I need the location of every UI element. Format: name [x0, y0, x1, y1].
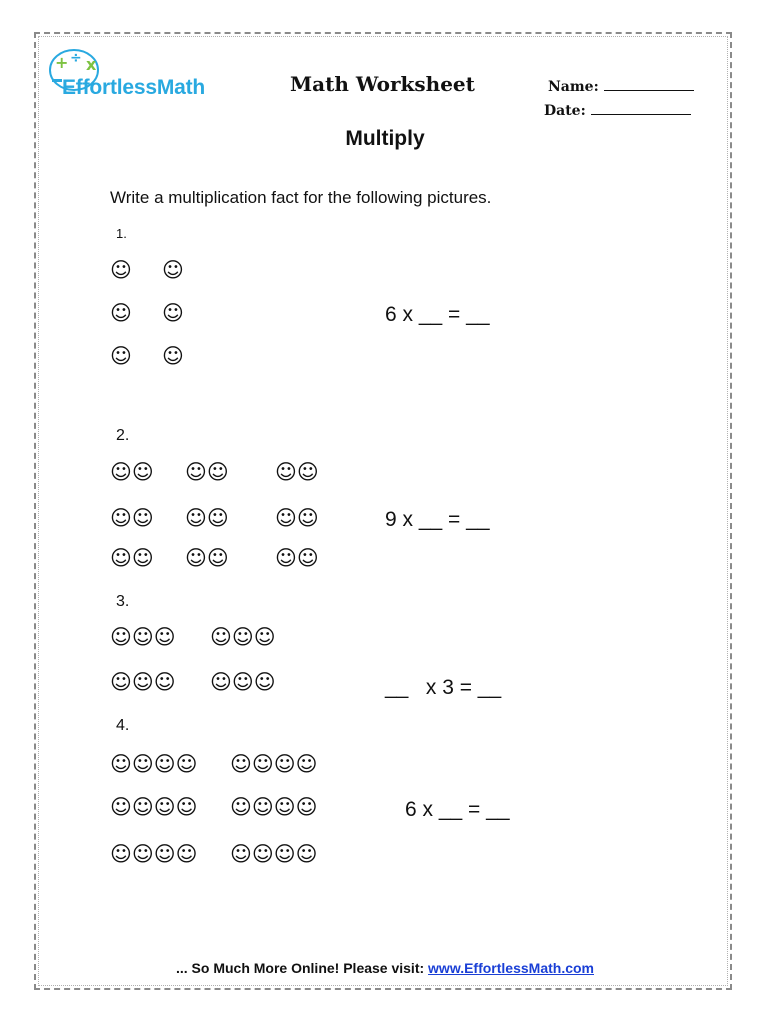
- effortlessmath-logo: [46, 46, 246, 108]
- times-symbol: x: [86, 55, 97, 74]
- question-2-row: [110, 508, 319, 529]
- footer: [0, 960, 770, 976]
- smiley-group: ☺: [110, 301, 132, 325]
- smiley-group: ☺☺☺☺: [230, 795, 318, 819]
- smiley-group: ☺: [110, 344, 132, 368]
- smiley-group: ☺: [110, 258, 132, 282]
- logo-text: EffortlessMath: [62, 76, 206, 99]
- question-2-number: 2.: [116, 427, 130, 444]
- question-4-row: [110, 844, 318, 865]
- instructions: Write a multiplication fact for the following pictures.: [110, 188, 492, 207]
- date-blank: [591, 102, 691, 115]
- smiley-group: ☺: [162, 344, 184, 368]
- footer-link[interactable]: www.EffortlessMath.com: [428, 960, 594, 976]
- smiley-group: ☺: [162, 258, 184, 282]
- smiley-group: ☺☺☺☺: [230, 752, 318, 776]
- smiley-group: ☺☺: [275, 506, 319, 530]
- smiley-group: ☺☺: [275, 546, 319, 570]
- smiley-group: ☺☺: [110, 460, 154, 484]
- question-2-row: [110, 548, 319, 569]
- date-field: [544, 102, 691, 119]
- question-4-row: [110, 797, 318, 818]
- question-2-row: [110, 462, 319, 483]
- smiley-group: ☺☺: [185, 460, 229, 484]
- page-title: Multiply: [345, 127, 425, 150]
- smiley-group: ☺☺☺☺: [110, 795, 198, 819]
- question-3-row: [110, 627, 276, 648]
- question-3-number: 3.: [116, 593, 130, 610]
- smiley-group: ☺☺☺☺: [110, 842, 198, 866]
- question-1-number: 1.: [116, 226, 127, 241]
- question-1-row: [110, 303, 184, 324]
- question-3-equation: __ x 3 = __: [385, 676, 502, 699]
- smiley-group: ☺: [162, 301, 184, 325]
- plus-symbol: +: [55, 53, 69, 72]
- question-1-row: [110, 346, 184, 367]
- smiley-group: ☺☺☺: [210, 670, 276, 694]
- name-field: [548, 78, 694, 95]
- question-1-row: [110, 260, 184, 281]
- question-4-row: [110, 754, 318, 775]
- smiley-group: ☺☺☺: [110, 670, 176, 694]
- name-blank: [604, 78, 694, 91]
- smiley-group: ☺☺☺☺: [110, 752, 198, 776]
- question-4-equation: 6 x __ = __: [405, 798, 510, 821]
- question-2-equation: 9 x __ = __: [385, 508, 490, 531]
- question-1-equation: 6 x __ = __: [385, 303, 490, 326]
- smiley-group: ☺☺: [110, 546, 154, 570]
- smiley-group: ☺☺: [185, 506, 229, 530]
- date-label: Date:: [544, 103, 586, 119]
- question-3-row: [110, 672, 276, 693]
- divide-symbol: ÷: [70, 50, 82, 66]
- name-label: Name:: [548, 79, 599, 95]
- smiley-group: ☺☺☺: [110, 625, 176, 649]
- worksheet-title: Math Worksheet: [290, 72, 475, 96]
- footer-text: ... So Much More Online! Please visit:: [175, 960, 429, 976]
- smiley-group: ☺☺: [275, 460, 319, 484]
- smiley-group: ☺☺: [110, 506, 154, 530]
- smiley-group: ☺☺: [185, 546, 229, 570]
- smiley-group: ☺☺☺☺: [230, 842, 318, 866]
- question-4-number: 4.: [116, 717, 130, 734]
- smiley-group: ☺☺☺: [210, 625, 276, 649]
